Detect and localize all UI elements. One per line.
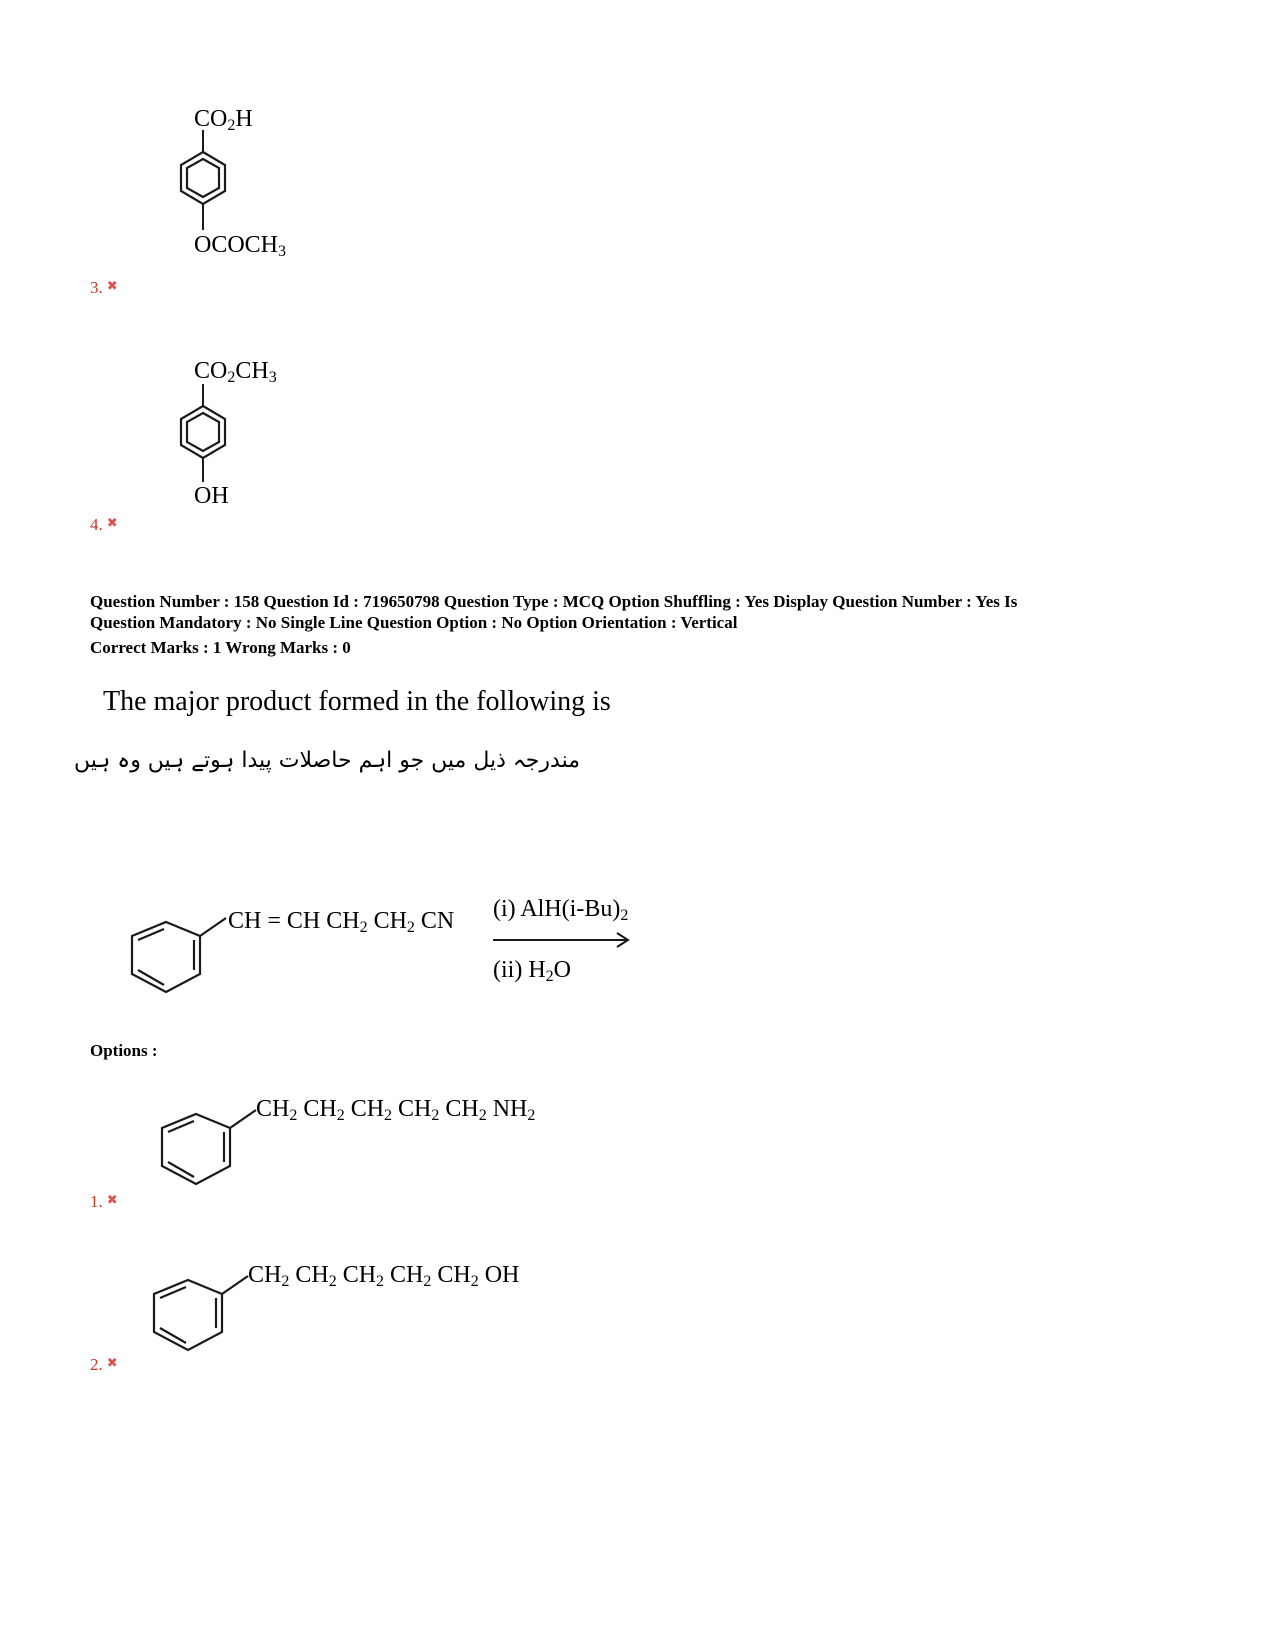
option-3-benzene-structure <box>168 130 238 240</box>
question-meta <box>90 591 1190 658</box>
option-2-chain: $CH_2$ $CH_2$ $CH_2$ $CH_2$ $CH_2$ OH <box>248 1262 520 1290</box>
option-2-benzene-ring <box>144 1266 264 1361</box>
option-4-top-group: $CO_2CH_3$ <box>194 358 277 386</box>
wrong-cross-icon: ✖ <box>106 515 118 530</box>
reaction-arrow <box>493 930 633 950</box>
wrong-cross-icon: ✖ <box>106 1355 118 1370</box>
reagent-1: (i) $AlH(i-Bu)_2$ <box>493 896 629 924</box>
reactant-chain: CH = CH $CH_2$ $CH_2$ CN <box>228 908 455 936</box>
option-4-benzene-structure <box>168 384 238 488</box>
reagent-2: (ii) $H_2O$ <box>493 957 571 985</box>
option-3-label[interactable]: 3. ✖ <box>90 278 118 297</box>
option-3-top-group: $CO_2H$ <box>194 106 253 134</box>
options-label: Options : <box>90 1041 158 1060</box>
meta-line-1: Question Number : 158 Question Id : 719650798 Question Type : MCQ Option Shuffling : Yes Display Question Number : Yes Is <box>90 592 1018 611</box>
option-4-label[interactable]: 4. ✖ <box>90 515 118 534</box>
option-3-bottom-group: $OCOCH_3$ <box>194 232 287 260</box>
reactant-benzene-ring <box>122 912 242 1007</box>
option-1-chain: $CH_2$ $CH_2$ $CH_2$ $CH_2$ $CH_2$ $NH_2$ <box>256 1096 536 1124</box>
marks-line: Correct Marks : 1 Wrong Marks : 0 <box>90 638 351 657</box>
option-1-label[interactable]: 1. ✖ <box>90 1192 118 1211</box>
wrong-cross-icon: ✖ <box>106 278 118 293</box>
option-1-benzene-ring <box>152 1100 272 1195</box>
question-text-english: The major product formed in the following is <box>103 686 611 717</box>
option-2-label[interactable]: 2. ✖ <box>90 1355 118 1374</box>
option-4-bottom-group: OH <box>194 483 229 509</box>
wrong-cross-icon: ✖ <box>106 1192 118 1207</box>
question-text-urdu: مندرجہ ذیل میں جو اہم حاصلات پیدا ہوتے ہیں وہ ہیں <box>74 748 580 773</box>
meta-line-2: Question Mandatory : No Single Line Question Option : No Option Orientation : Vertical <box>90 613 738 632</box>
